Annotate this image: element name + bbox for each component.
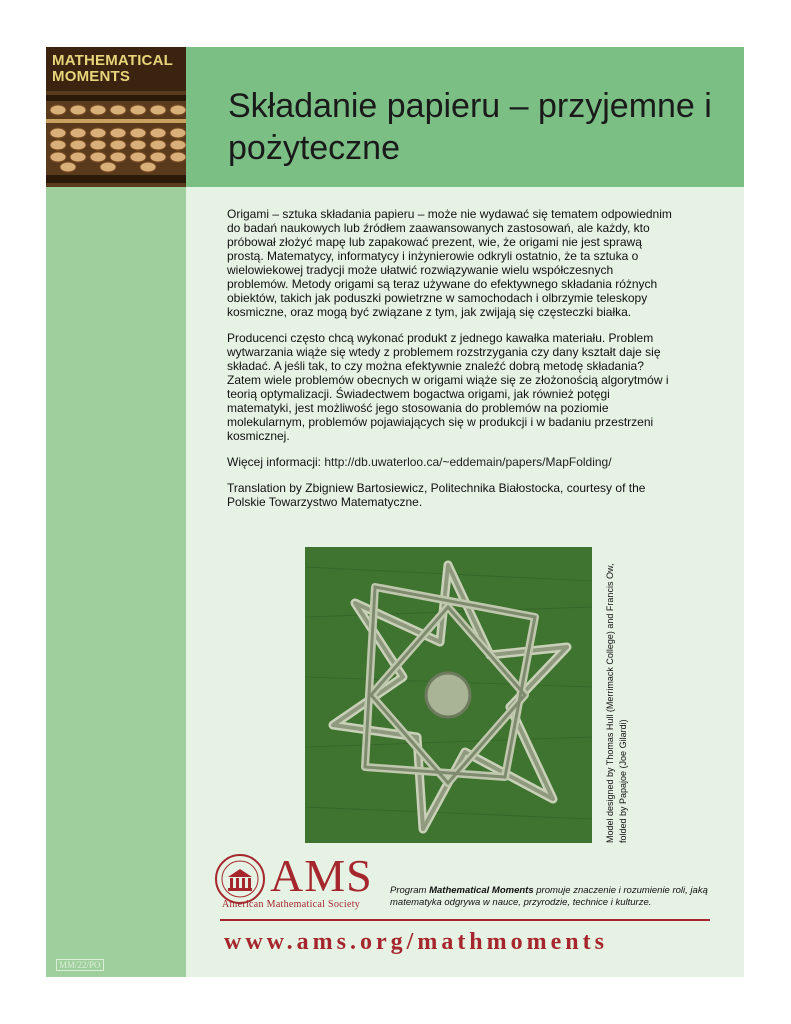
program-blurb — [390, 885, 730, 909]
poster — [46, 47, 744, 977]
logo-line-2: MOMENTS — [52, 68, 131, 85]
origami-star-image — [305, 547, 592, 843]
program-suffix: promuje znaczenie i rozumienie roli, jaką matematyka odgrywa w nauce, przyrodzie, technice i kulturze. — [390, 885, 708, 908]
article-body — [227, 207, 672, 521]
program-prefix: Program — [390, 885, 430, 896]
paragraph-1: Origami – sztuka składania papieru – może nie wydawać się tematem odpowiednim do badań naukowych lub źródłem zaawansowanych zastosowań, ale każdy, kto próbował złożyć mapę lub zapakować prezent, wie, że origami nie jest sprawą prostą. Matematycy, informatycy i inżynierowie odkryli ostatnio, że ta sztuka o wielowiekowej tradycji może ułatwić rozwiązywanie wielu współczesnych problemów. Metody origami są teraz używane do efektywnego składania różnych obiektów, takich jak poduszki powietrzne w samochodach i olbrzymie teleskopy kosmiczne, oraz mogą być związane z tym, jak zwijają się częsteczki białka. — [227, 207, 672, 319]
translation-credit: Translation by Zbigniew Bartosiewicz, Politechnika Białostocka, courtesy of the Polskie Towarzystwo Matematyczne. — [227, 481, 646, 509]
footer-divider — [220, 919, 710, 921]
ams-society-name: American Mathematical Society — [222, 899, 361, 910]
more-info-label: Więcej informacji: — [227, 455, 322, 469]
mathematical-moments-logo — [46, 47, 186, 187]
more-info — [227, 455, 672, 469]
document-code: MM/22/PO — [56, 959, 104, 971]
paragraph-2: Producenci często chcą wykonać produkt z jednego kawałka materiału. Problem wytwarzania wiąże się wtedy z problemem rozstrzygania czy dany kształt daje się składać. A jeśli tak, to czy można efektywnie znaleźć dobrą metodę składania? Zatem wiele problemów obecnych w origami wiąże się ze złożonością algorytmów i teorią optymalizacji. Świadectwem bogactwa origami, jak również potęgi matematyki, jest możliwość jego stosowania do problemów na poziomie molekularnym, problemów pojawiających się w produkcji i w badaniu przestrzeni kosmicznej. — [227, 331, 669, 443]
ams-logo[interactable] — [214, 850, 384, 913]
page-title: Składanie papieru – przyjemne i pożyteczne — [228, 87, 712, 167]
caption-line-1: Model designed by Thomas Hull (Merrimack College) and Francis Ow, — [605, 563, 615, 843]
caption-line-2: folded by Papajoe (Joe Gilardi) — [618, 719, 628, 843]
origami-photo — [305, 547, 592, 843]
photo-caption-text — [604, 547, 630, 843]
footer-url[interactable]: www.ams.org/mathmoments — [224, 929, 608, 955]
header-band — [186, 47, 744, 187]
more-info-link[interactable]: http://db.uwaterloo.ca/~eddemain/papers/MapFolding/ — [324, 455, 612, 469]
program-name: Mathematical Moments — [429, 885, 534, 896]
ams-seal-icon — [214, 853, 266, 905]
ams-wordmark: AMS — [270, 850, 373, 901]
left-sidebar — [46, 187, 186, 977]
photo-caption — [596, 547, 636, 843]
logo-line-1: MATHEMATICAL — [52, 52, 173, 69]
